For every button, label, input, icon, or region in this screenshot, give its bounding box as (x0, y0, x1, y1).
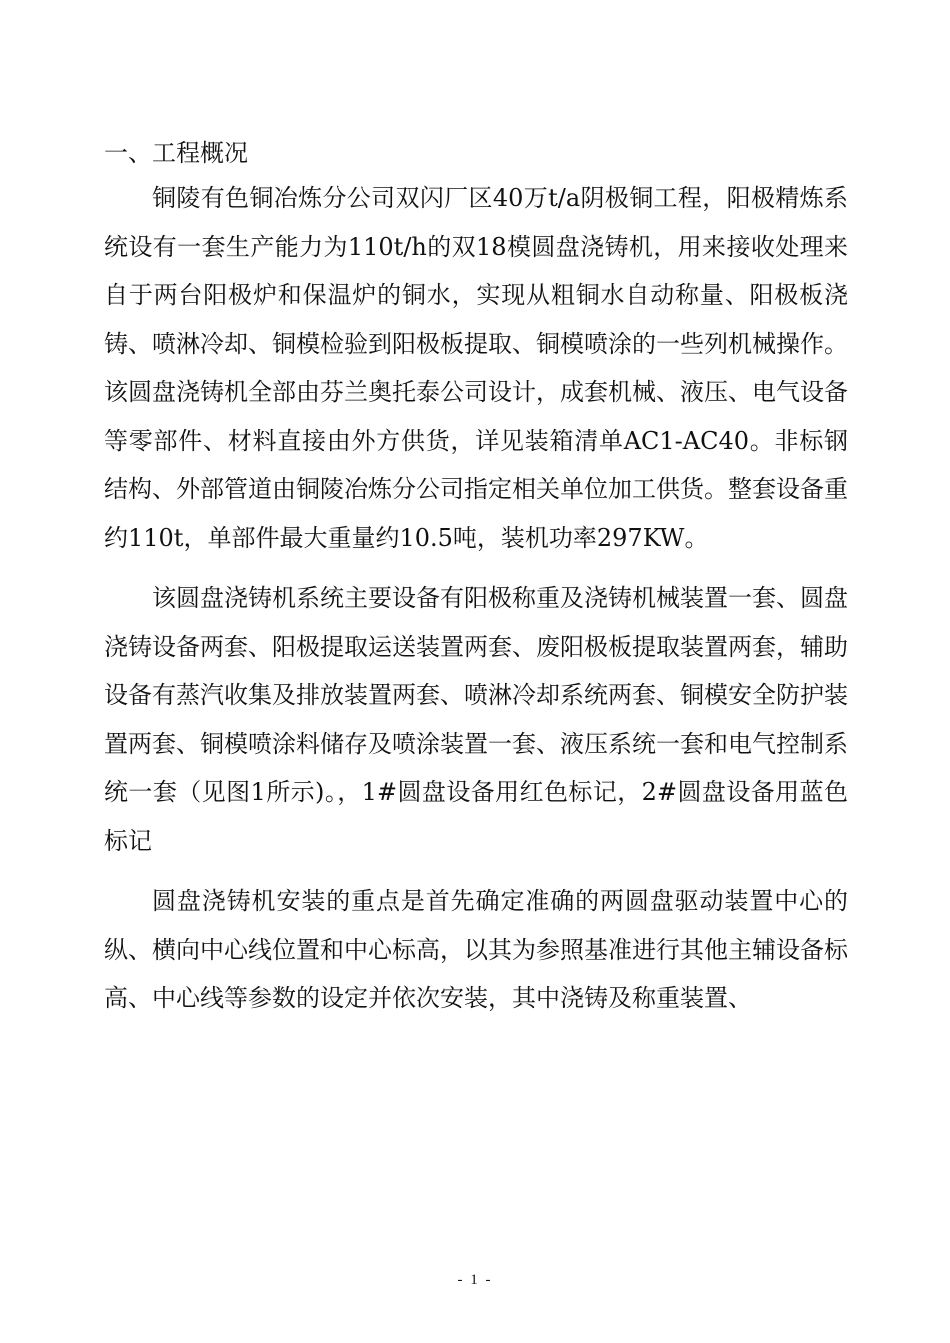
page-number: - 1 - (457, 1272, 493, 1288)
paragraph-overview: 铜陵有色铜冶炼分公司双闪厂区40万t/a阴极铜工程，阳极精炼系统设有一套生产能力为110t/h的双18模圆盘浇铸机，用来接收处理来自于两台阳极炉和保温炉的铜水，实现从粗铜水自动称量、阳极板浇铸、喷淋冷却、铜模检验到阳极板提取、铜模喷涂的一些列机械操作。该圆盘浇铸机全部由芬兰奥托泰公司设计，成套机械、液压、电气设备等零部件、材料直接由外方供货，详见装箱清单AC1-AC40。非标钢结构、外部管道由铜陵冶炼分公司指定相关单位加工供货。整套设备重约110t，单部件最大重量约10.5吨，装机功率297KW。 (104, 184, 848, 552)
paragraph-installation: 圆盘浇铸机安装的重点是首先确定准确的两圆盘驱动装置中心的纵、横向中心线位置和中心标高，以其为参照基准进行其他主辅设备标高、中心线等参数的设定并依次安装，其中浇铸及称重装置、 (104, 887, 848, 1012)
paragraph-equipment: 该圆盘浇铸机系统主要设备有阳极称重及浇铸机械装置一套、圆盘浇铸设备两套、阳极提取运送装置两套、废阳极板提取装置两套，辅助设备有蒸汽收集及排放装置两套、喷淋冷却系统两套、铜模安全防护装置两套、铜模喷涂料储存及喷涂装置一套、液压系统一套和电气控制系统一套（见图1所示)。，1#圆盘设备用红色标记，2#圆盘设备用蓝色标记 (104, 584, 848, 855)
page-content (104, 135, 848, 1035)
section-heading: 一、工程概况 (104, 139, 248, 167)
